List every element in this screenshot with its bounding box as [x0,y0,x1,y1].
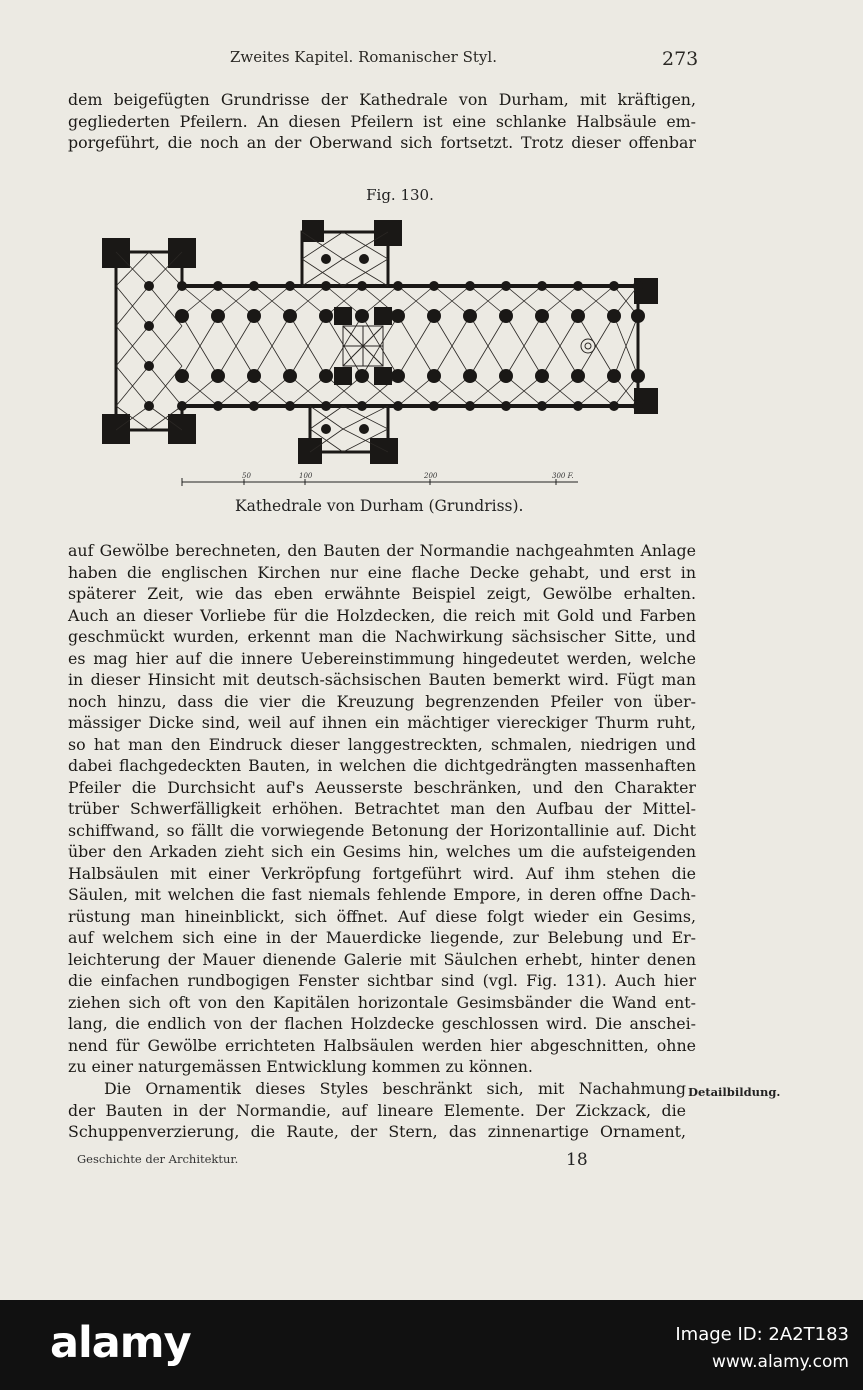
pier [177,401,187,411]
pier [501,281,511,291]
text-line: in dieser Hinsicht mit deutsch-sächsischen Bauten bemerkt wird. Fügt man [68,670,696,689]
pier [144,401,154,411]
pier [247,369,261,383]
scale-label: 300 F. [552,472,574,480]
margin-note: Detailbildung. [688,1085,781,1099]
scale-label: 50 [242,472,251,480]
text-line: dabei flachgedeckten Bauten, in welchen die dichtgedrängten massenhaften [68,756,696,775]
footer-title: Geschichte der Architektur. [77,1152,239,1166]
text-line: Auch an dieser Vorliebe für die Holzdecken, die reich mit Gold und Farben [68,605,696,625]
pier [499,309,513,323]
figure-caption: Kathedrale von Durham (Grundriss). [235,497,524,515]
pier [321,401,331,411]
signature-mark: 18 [566,1150,588,1170]
pier [633,281,643,291]
pier [175,369,189,383]
pier [463,309,477,323]
pier [393,281,403,291]
pier [319,309,333,323]
text-line: späterer Zeit, wie das eben erwähnte Beispiel zeigt, Gewölbe erhalten. [68,584,696,603]
pier [537,281,547,291]
scale-bar [180,472,590,490]
pier [535,369,549,383]
running-header: Zweites Kapitel. Romanischer Styl. [230,48,497,66]
ornament-paragraph [68,1078,686,1143]
pier [571,369,585,383]
pier [321,254,331,264]
scale-label: 200 [424,472,438,480]
pier [249,401,259,411]
pier [609,401,619,411]
text-line: der Bauten in der Normandie, auf lineare Elemente. Der Zickzack, die [68,1100,686,1120]
pier [247,309,261,323]
pier [355,369,369,383]
pier [213,281,223,291]
pier [465,401,475,411]
pier [144,361,154,371]
pier [249,281,259,291]
text-line: dem beigefügten Grundrisse der Kathedrale von Durham, mit kräftigen, [68,90,696,109]
pier [393,401,403,411]
choir-altar [581,339,595,353]
text-line: über den Arkaden zieht sich ein Gesims hin, welches um die aufsteigenden [68,842,696,861]
stock-logo: alamy [50,1318,191,1368]
text-line: auf Gewölbe berechneten, den Bauten der Normandie nachgeahmten Anlage [68,541,696,560]
text-line: Schuppenverzierung, die Raute, der Stern, das zinnenartige Ornament, [68,1122,686,1141]
crossing-pier [334,307,352,325]
pier [429,401,439,411]
page-number: 273 [662,48,699,70]
crossing-pier [334,367,352,385]
pier [427,309,441,323]
pier [177,281,187,291]
pier [573,281,583,291]
pier [463,369,477,383]
pier [535,309,549,323]
text-line: rüstung man hineinblickt, sich öffnet. Auf diese folgt wieder ein Gesims, [68,906,696,926]
text-line: lang, die endlich von der flachen Holzdecke geschlossen wird. Die anschei- [68,1014,696,1033]
pier [631,309,645,323]
pier [607,309,621,323]
crossing-pier [374,367,392,385]
image-id-label: Image ID: 2A2T183 [675,1324,849,1345]
pier [144,321,154,331]
text-line: Pfeiler die Durchsicht auf's Aeusserste beschränken, und den Charakter [68,777,696,797]
pier [319,369,333,383]
text-line: auf welchem sich eine in der Mauerdicke liegende, zur Belebung und Er- [68,928,696,947]
text-line: zu einer naturgemässen Entwicklung kommen zu können. [68,1057,533,1076]
text-line: Die Ornamentik dieses Styles beschränkt sich, mit Nachahmung [104,1079,686,1098]
pier [537,401,547,411]
crossing-vault [343,326,383,366]
pier [571,309,585,323]
stock-url: www.alamy.com [711,1352,849,1372]
figure-label: Fig. 130. [366,186,434,204]
text-line: porgeführt, die noch an der Oberwand sich fortsetzt. Trotz dieser offenbar [68,133,696,152]
pier [285,401,295,411]
scale-label: 100 [299,472,313,480]
pier [357,401,367,411]
pier [501,401,511,411]
pier [359,254,369,264]
text-line: geschmückt wurden, erkennt man die Nachwirkung sächsischer Sitte, und [68,627,696,646]
pier [213,401,223,411]
text-line: Halbsäulen mit einer Verkröpfung fortgeführt wird. Auf ihm stehen die [68,863,696,883]
pier [175,309,189,323]
pier [633,401,643,411]
pier [144,281,154,291]
text-line: ziehen sich oft von den Kapitälen horizontale Gesimsbänder die Wand ent- [68,992,696,1012]
pier [427,369,441,383]
text-line: schiffwand, so fällt die vorwiegende Betonung der Horizontallinie auf. Dicht [68,820,696,840]
text-line: gegliederten Pfeilern. An diesen Pfeilern ist eine schlanke Halbsäule em- [68,111,696,131]
pier [573,401,583,411]
text-line: Säulen, mit welchen die fast niemals fehlende Empore, in deren offne Dach- [68,885,696,904]
crossing-pier [374,307,392,325]
text-line: es mag hier auf die innere Uebereinstimmung hingedeutet werden, welche [68,648,696,668]
pier [211,369,225,383]
text-line: trüber Schwerfälligkeit erhöhen. Betrachtet man den Aufbau der Mittel- [68,799,696,818]
intro-paragraph [68,89,696,154]
pier [391,369,405,383]
body-paragraph [68,540,696,1078]
pier [465,281,475,291]
text-line: leichterung der Mauer dienende Galerie mit Säulchen erhebt, hinter denen [68,949,696,969]
text-line: nend für Gewölbe errichteten Halbsäulen werden hier abgeschnitten, ohne [68,1035,696,1055]
pier [285,281,295,291]
pier [359,424,369,434]
pier [283,369,297,383]
text-line: noch hinzu, dass die vier die Kreuzung begrenzenden Pfeiler von über- [68,691,696,711]
text-line: haben die englischen Kirchen nur eine flache Decke gehabt, und erst in [68,562,696,582]
text-line: so hat man den Eindruck dieser langgestreckten, schmalen, niedrigen und [68,734,696,754]
pier [321,281,331,291]
pier [429,281,439,291]
pier [607,369,621,383]
pier [211,309,225,323]
pier [609,281,619,291]
pier [357,281,367,291]
text-line: mässiger Dicke sind, weil auf ihnen ein mächtiger viereckiger Thurm ruht, [68,713,696,732]
pier [499,369,513,383]
pier [355,309,369,323]
cathedral-floor-plan [98,216,662,471]
pier [283,309,297,323]
text-line: die einfachen rundbogigen Fenster sichtbar sind (vgl. Fig. 131). Auch hier [68,971,696,990]
pier [391,309,405,323]
pier [631,369,645,383]
pier [321,424,331,434]
